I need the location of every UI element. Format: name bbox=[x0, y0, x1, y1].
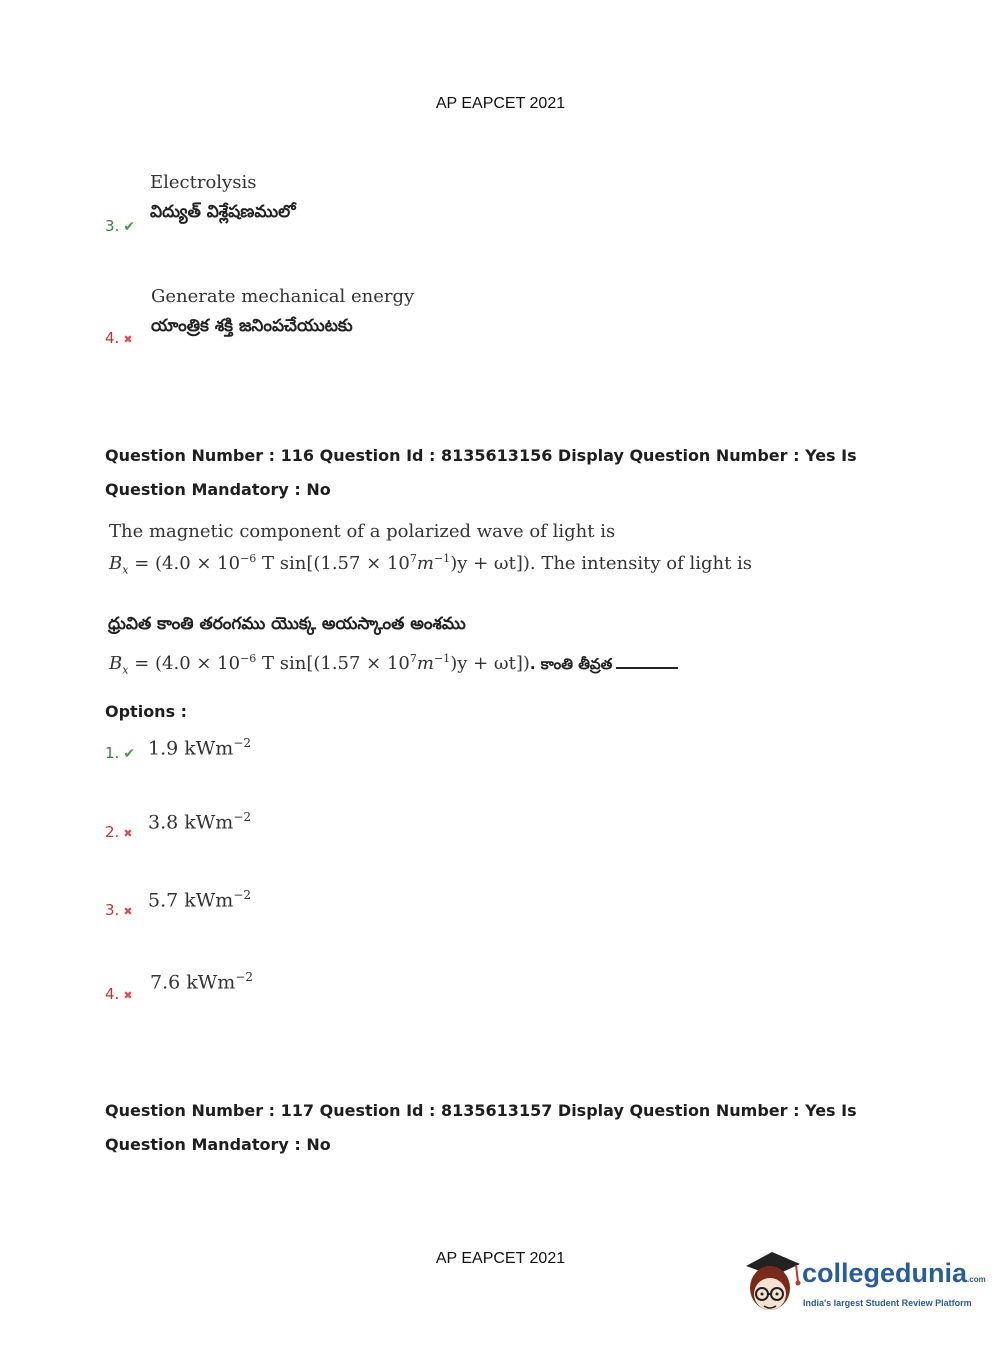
option-4-english: Generate mechanical energy bbox=[151, 286, 415, 307]
option-4-telugu: యాంత్రిక శక్తి జనింపచేయుటకు bbox=[151, 316, 353, 336]
q116-option-1-value: 1.9 kWm$^{-2}$ bbox=[148, 736, 252, 760]
collegedunia-logo bbox=[742, 1248, 986, 1318]
option-3-number bbox=[105, 217, 135, 235]
cross-icon: ✖ bbox=[123, 333, 133, 346]
cross-icon: ✖ bbox=[123, 989, 133, 1002]
q116-option-3-number bbox=[105, 901, 133, 919]
q116-option-1-number bbox=[105, 744, 135, 762]
option-number-label: 2. bbox=[105, 823, 120, 841]
question-116-text-english: The magnetic component of a polarized wave of light is bbox=[109, 521, 616, 542]
option-number-label: 3. bbox=[105, 901, 120, 919]
option-3-telugu: విద్యుత్ విశ్లేషణములో bbox=[150, 202, 296, 222]
options-label: Options : bbox=[105, 702, 188, 721]
mascot-icon bbox=[742, 1248, 802, 1316]
page-footer: AP EAPCET 2021 bbox=[435, 1250, 566, 1267]
cross-icon: ✖ bbox=[123, 827, 133, 840]
check-icon: ✔ bbox=[123, 746, 136, 762]
q116-option-4-value: 7.6 kWm$^{-2}$ bbox=[150, 970, 254, 994]
option-number-label: 4. bbox=[105, 329, 120, 347]
page-header: AP EAPCET 2021 bbox=[435, 95, 566, 112]
option-number-label: 3. bbox=[105, 217, 120, 235]
question-117-header: Question Number : 117 Question Id : 8135613157 Display Question Number : Yes Is Question Mandatory : No bbox=[105, 1101, 857, 1154]
question-116-formula-english: $B_x = (4.0 \times 10^{-6}$ T $\sin[(1.57 \times 10^7m^{-1})y + \omega t]$). The intensity of light is bbox=[109, 552, 753, 577]
answer-blank bbox=[616, 653, 678, 669]
question-116-formula-telugu: $B_x = (4.0 \times 10^{-6}$ T $\sin[(1.57 \times 10^7m^{-1})y + \omega t]$). కాంతి తీవ్రత bbox=[109, 652, 678, 677]
logo-wordmark: collegedunia.com bbox=[802, 1258, 986, 1288]
question-116-text-telugu: ధ్రువిత కాంతి తరంగము యొక్క అయస్కాంత అంశము bbox=[108, 614, 466, 634]
q116-option-2-number bbox=[105, 823, 133, 841]
option-number-label: 1. bbox=[105, 744, 120, 762]
check-icon: ✔ bbox=[123, 219, 136, 235]
option-3-english: Electrolysis bbox=[150, 172, 257, 193]
q116-option-3-value: 5.7 kWm$^{-2}$ bbox=[148, 888, 252, 912]
option-4-number bbox=[105, 329, 133, 347]
cross-icon: ✖ bbox=[123, 905, 133, 918]
q116-option-2-value: 3.8 kWm$^{-2}$ bbox=[148, 810, 252, 834]
option-number-label: 4. bbox=[105, 985, 120, 1003]
logo-tagline: India's largest Student Review Platform bbox=[803, 1298, 972, 1308]
question-116-header: Question Number : 116 Question Id : 8135613156 Display Question Number : Yes Is Question Mandatory : No bbox=[105, 446, 857, 499]
q116-option-4-number bbox=[105, 985, 133, 1003]
